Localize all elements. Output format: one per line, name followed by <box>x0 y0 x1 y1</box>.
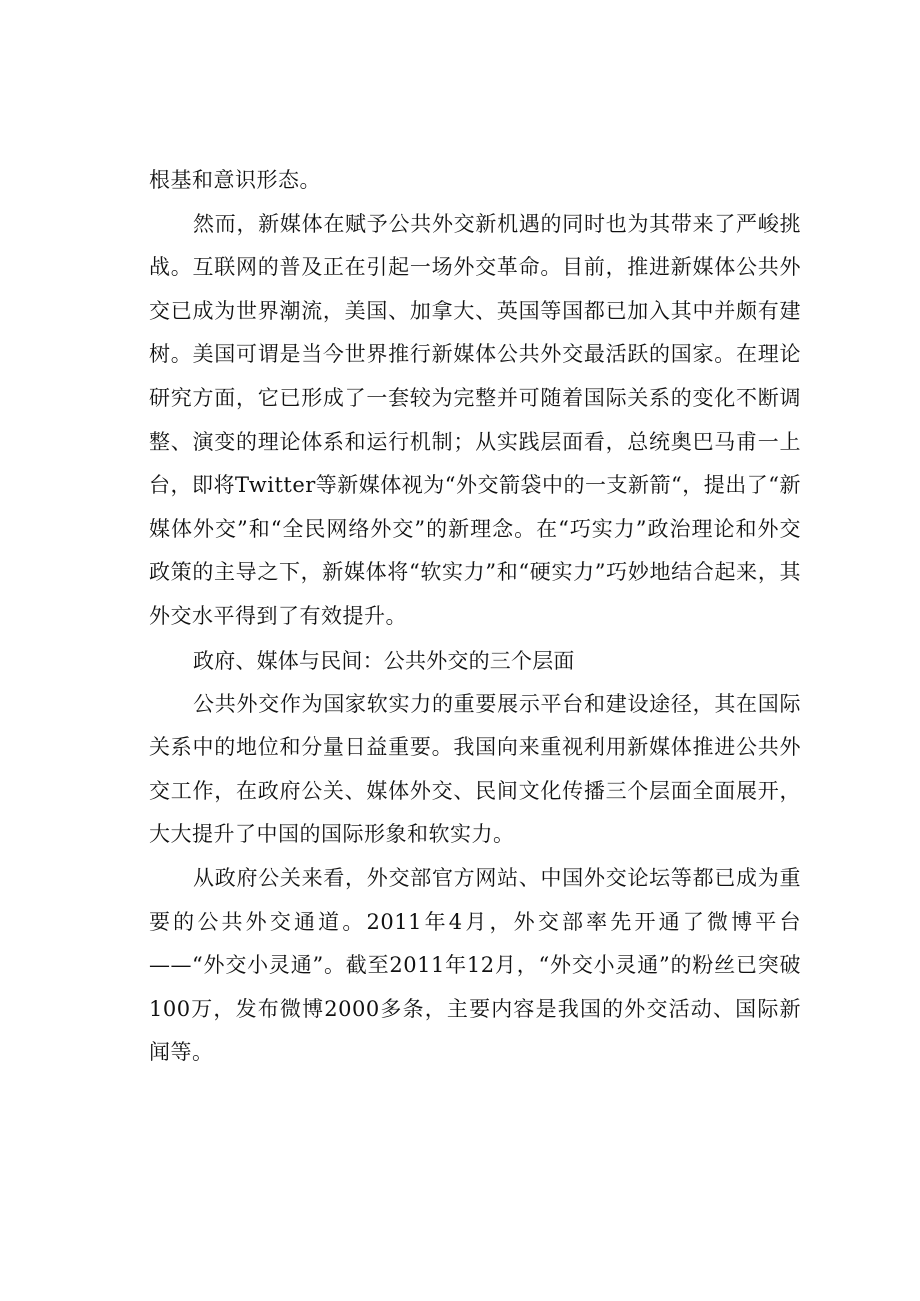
paragraph-new-media-challenge: 然而，新媒体在赋予公共外交新机遇的同时也为其带来了严峻挑战。互联网的普及正在引起一场外交革命。目前，推进新媒体公共外交已成为世界潮流，美国、加拿大、英国等国都已加入其中并颇有建树。美国可谓是当今世界推行新媒体公共外交最活跃的国家。在理论研究方面，它已形成了一套较为完整并可随着国际关系的变化不断调整、演变的理论体系和运行机制；从实践层面看，总统奥巴马甫一上台，即将Twitter等新媒体视为“外交箭袋中的一支新箭“，提出了“新媒体外交”和“全民网络外交”的新理念。在“巧实力”政治理论和外交政策的主导之下，新媒体将“软实力”和“硬实力”巧妙地结合起来，其外交水平得到了有效提升。 <box>149 211 801 628</box>
paragraph-public-diplomacy: 公共外交作为国家软实力的重要展示平台和建设途径，其在国际关系中的地位和分量日益重要。我国向来重视利用新媒体推进公共外交工作，在政府公关、媒体外交、民间文化传播三个层面全面展开，大大提升了中国的国际形象和软实力。 <box>149 691 801 847</box>
section-heading: 政府、媒体与民间：公共外交的三个层面 <box>193 648 575 673</box>
document-body <box>149 159 801 1075</box>
paragraph-government-pr: 从政府公关来看，外交部官方网站、中国外交论坛等都已成为重要的公共外交通道。2011年4月，外交部率先开通了微博平台——“外交小灵通”。截至2011年12月，“外交小灵通”的粉丝已突破100万，发布微博2000多条，主要内容是我国的外交活动、国际新闻等。 <box>149 865 801 1065</box>
paragraph-continuation: 根基和意识形态。 <box>149 168 321 192</box>
